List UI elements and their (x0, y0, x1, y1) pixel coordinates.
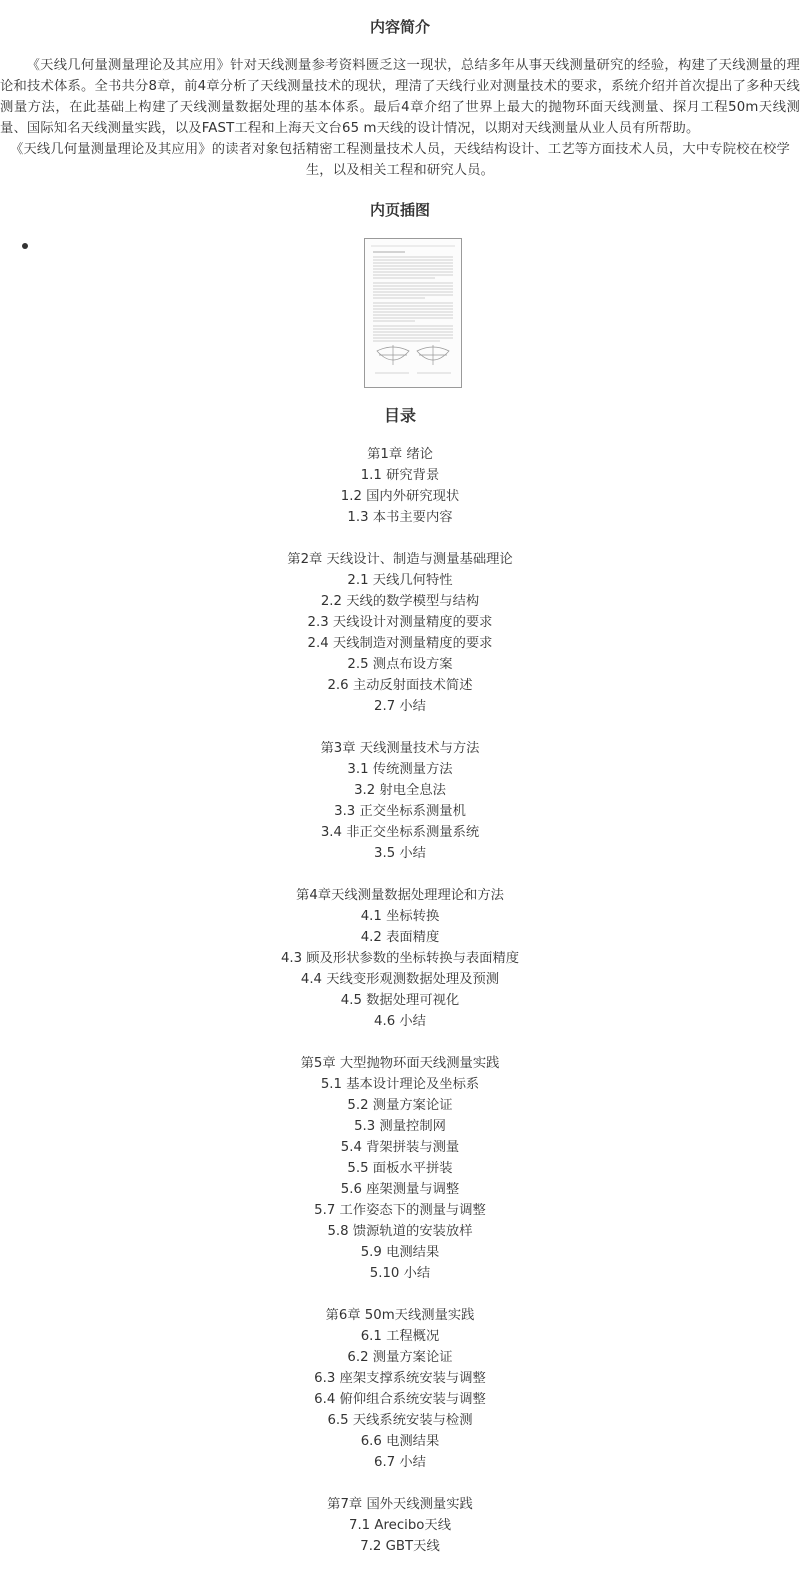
toc-section-item: 7.2 GBT天线 (360, 1539, 440, 1554)
toc-chapter-title: 第4章天线测量数据处理理论和方法 (296, 888, 504, 903)
toc-section-item: 4.4 天线变形观测数据处理及预测 (300, 972, 500, 987)
toc-chapter-title: 第6章 50m天线测量实践 (325, 1308, 475, 1323)
toc-section-item: 1.2 国内外研究现状 (340, 489, 460, 504)
illustration-heading: 内页插图 (369, 201, 430, 219)
list-bullet (22, 243, 28, 249)
toc-section-item: 6.4 俯仰组合系统安装与调整 (314, 1392, 486, 1407)
toc-section-item: 2.1 天线几何特性 (347, 573, 453, 588)
toc-chapter-title: 第1章 绪论 (367, 447, 433, 462)
toc-section-item: 3.4 非正交坐标系测量系统 (320, 825, 480, 840)
toc-chapter-title: 第3章 天线测量技术与方法 (320, 741, 480, 756)
intro-heading: 内容简介 (369, 18, 430, 36)
toc-section-item: 3.2 射电全息法 (354, 783, 446, 798)
toc-section-item: 2.2 天线的数学模型与结构 (320, 594, 480, 609)
toc-chapter (0, 549, 800, 717)
intro-body (0, 55, 800, 181)
toc-section-item: 6.1 工程概况 (360, 1329, 440, 1344)
toc-section-item: 6.2 测量方案论证 (347, 1350, 453, 1365)
toc-chapter (0, 885, 800, 1032)
toc-section-item: 5.6 座架测量与调整 (340, 1182, 460, 1197)
toc-section-item: 6.5 天线系统安装与检测 (327, 1413, 473, 1428)
toc-section-item: 5.1 基本设计理论及坐标系 (320, 1077, 480, 1092)
toc-section-item: 3.1 传统测量方法 (347, 762, 453, 777)
toc-chapter (0, 1305, 800, 1473)
toc-section-item: 5.10 小结 (369, 1266, 431, 1281)
toc-section-item: 5.2 测量方案论证 (347, 1098, 453, 1113)
toc-chapter (0, 444, 800, 528)
toc-chapter-title: 第7章 国外天线测量实践 (327, 1497, 473, 1512)
page-illustration-thumbnail[interactable] (364, 238, 462, 388)
toc-chapter-title: 第5章 大型抛物环面天线测量实践 (300, 1056, 500, 1071)
toc-section-item: 6.7 小结 (374, 1455, 426, 1470)
toc-section-item: 3.3 正交坐标系测量机 (334, 804, 466, 819)
toc-chapter (0, 738, 800, 864)
toc-section-item: 4.1 坐标转换 (360, 909, 440, 924)
toc-section-item: 1.1 研究背景 (360, 468, 440, 483)
toc-section-item: 4.2 表面精度 (360, 930, 440, 945)
toc-heading: 目录 (383, 406, 416, 425)
toc-section-item: 5.7 工作姿态下的测量与调整 (314, 1203, 486, 1218)
toc-section-item: 6.6 电测结果 (360, 1434, 440, 1449)
intro-paragraph-1: 《天线几何量测量理论及其应用》针对天线测量参考资料匮乏这一现状，总结多年从事天线测量研究的经验，构建了天线测量的理论和技术体系。全书共分8章，前4章分析了天线测量技术的现状，理清了天线行业对测量技术的要求，系统介绍并首次提出了多种天线测量方法，在此基础上构建了天线测量数据处理的基本体系。最后4章介绍了世界上最大的抛物环面天线测量、探月工程50m天线测量、国际知名天线测量实践，以及FAST工程和上海天文台65 m天线的设计情况，以期对天线测量从业人员有所帮助。 (0, 58, 800, 136)
toc-chapter (0, 1494, 800, 1557)
page-illustration-image (365, 239, 461, 387)
toc-section-item: 2.3 天线设计对测量精度的要求 (307, 615, 493, 630)
toc-section-item: 3.5 小结 (374, 846, 426, 861)
toc-section-item: 4.3 顾及形状参数的坐标转换与表面精度 (280, 951, 520, 966)
toc-section-item: 5.3 测量控制网 (354, 1119, 446, 1134)
toc-section-item: 1.3 本书主要内容 (347, 510, 453, 525)
toc-section-item: 6.3 座架支撑系统安装与调整 (314, 1371, 486, 1386)
toc-section-item: 7.1 Arecibo天线 (349, 1518, 451, 1533)
toc-chapter (0, 1053, 800, 1284)
toc-section-item: 5.5 面板水平拼装 (347, 1161, 453, 1176)
table-of-contents (0, 444, 800, 1578)
toc-section-item: 4.5 数据处理可视化 (340, 993, 460, 1008)
toc-section-item: 2.7 小结 (374, 699, 426, 714)
intro-paragraph-2: 《天线几何量测量理论及其应用》的读者对象包括精密工程测量技术人员，天线结构设计、工艺等方面技术人员，大中专院校在校学生，以及相关工程和研究人员。 (10, 142, 790, 178)
toc-section-item: 4.6 小结 (374, 1014, 426, 1029)
toc-section-item: 2.6 主动反射面技术简述 (327, 678, 473, 693)
toc-section-item: 5.8 馈源轨道的安装放样 (327, 1224, 473, 1239)
toc-section-item: 5.9 电测结果 (360, 1245, 440, 1260)
toc-section-item: 2.4 天线制造对测量精度的要求 (307, 636, 493, 651)
toc-chapter-title: 第2章 天线设计、制造与测量基础理论 (287, 552, 513, 567)
toc-section-item: 5.4 背架拼装与测量 (340, 1140, 460, 1155)
toc-section-item: 2.5 测点布设方案 (347, 657, 453, 672)
